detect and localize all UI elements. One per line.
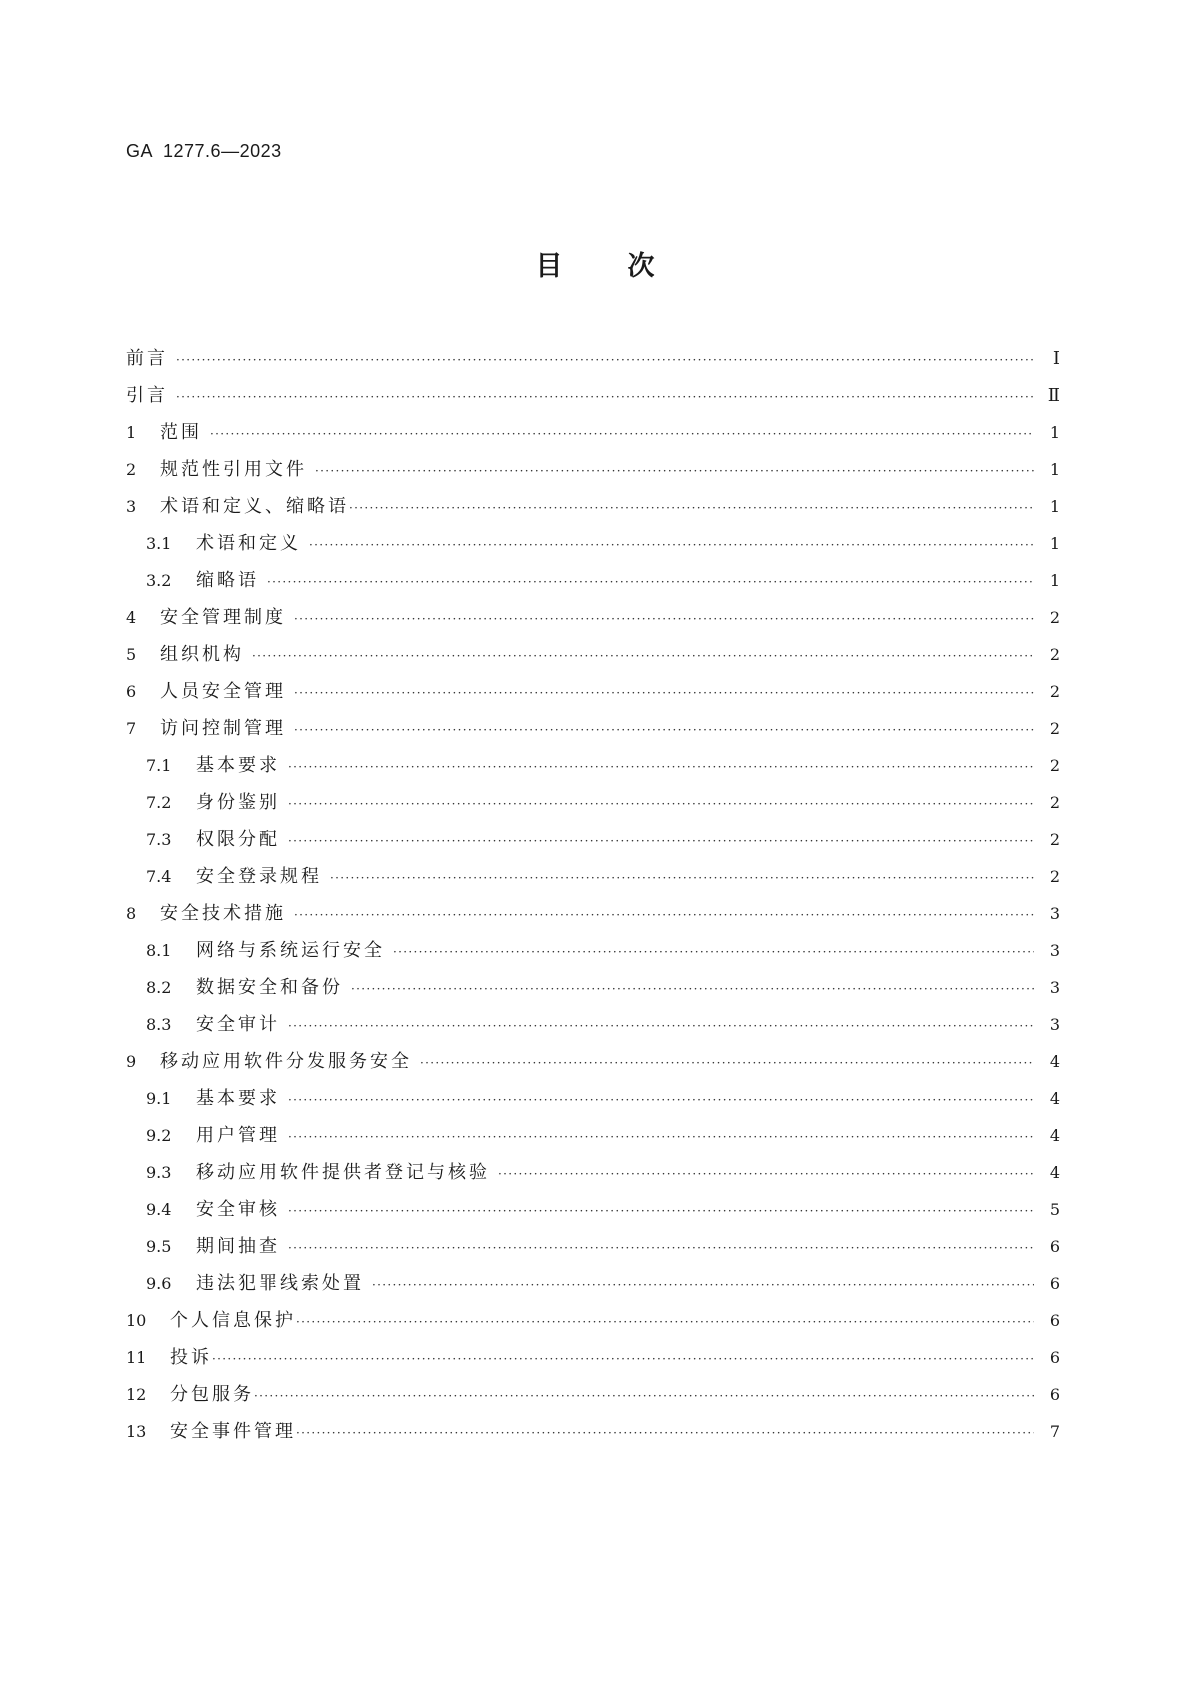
toc-dot-leader: [176, 379, 1034, 416]
toc-dot-leader: [254, 1378, 1034, 1415]
toc-entry-number: 4: [126, 608, 137, 627]
toc-entry[interactable]: [126, 562, 1060, 599]
toc-entry-page: 2: [1049, 719, 1060, 738]
toc-entry-number: 8.2: [146, 978, 172, 997]
toc-entry-page: 3: [1049, 941, 1060, 960]
toc-entry-title: 术语和定义、缩略语: [160, 496, 349, 517]
toc-entry[interactable]: [126, 784, 1060, 821]
toc-dot-leader: [288, 1008, 1034, 1045]
toc-dot-leader: [393, 934, 1034, 971]
standard-code: GA 1277.6—2023: [126, 141, 282, 161]
toc-entry-page: 3: [1049, 978, 1060, 997]
toc-entry-page: 1: [1049, 497, 1060, 516]
toc-entry-title: 网络与系统运行安全: [196, 940, 385, 961]
toc-dot-leader: [288, 1119, 1034, 1156]
toc-entry[interactable]: [126, 1191, 1060, 1228]
toc-entry-number: 9.4: [146, 1200, 172, 1219]
toc-dot-leader: [294, 675, 1034, 712]
toc-entry[interactable]: [126, 673, 1060, 710]
toc-dot-leader: [372, 1267, 1034, 1304]
toc-entry[interactable]: [126, 932, 1060, 969]
toc-entry-page: 4: [1049, 1126, 1060, 1145]
toc-entry[interactable]: [126, 1043, 1060, 1080]
toc-entry[interactable]: [126, 414, 1060, 451]
toc-entry-page: 2: [1049, 830, 1060, 849]
toc-entry-number: 9.3: [146, 1163, 172, 1182]
toc-entry[interactable]: [126, 747, 1060, 784]
toc-entry-title: 移动应用软件提供者登记与核验: [196, 1162, 490, 1183]
toc-entry-page: 4: [1049, 1052, 1060, 1071]
toc-entry-number: 9.1: [146, 1089, 172, 1108]
toc-entry-page: 3: [1049, 904, 1060, 923]
toc-entry-page: 1: [1049, 534, 1060, 553]
toc-entry[interactable]: [126, 710, 1060, 747]
toc-dot-leader: [288, 1230, 1034, 1267]
toc-entry[interactable]: [126, 1080, 1060, 1117]
toc-entry-number: 8.1: [146, 941, 172, 960]
toc-dot-leader: [294, 897, 1034, 934]
toc-dot-leader: [288, 823, 1034, 860]
toc-entry-page: 6: [1049, 1385, 1060, 1404]
toc-entry[interactable]: [126, 1265, 1060, 1302]
toc-entry-number: 11: [126, 1348, 147, 1367]
toc-dot-leader: [252, 638, 1034, 675]
toc-entry[interactable]: [126, 821, 1060, 858]
toc-entry-number: 1: [126, 423, 137, 442]
toc-dot-leader: [315, 453, 1034, 490]
toc-entry[interactable]: [126, 858, 1060, 895]
toc-entry-title: 基本要求: [196, 755, 280, 776]
toc-entry-title: 人员安全管理: [160, 681, 286, 702]
toc-entry-title: 个人信息保护: [170, 1310, 296, 1331]
toc-entry-number: 7.1: [146, 756, 172, 775]
toc-entry-title: 安全管理制度: [160, 607, 286, 628]
toc-entry-number: 9: [126, 1052, 137, 1071]
toc-entry-number: 3.1: [146, 534, 172, 553]
toc-dot-leader: [309, 527, 1034, 564]
toc-entry-title: 期间抽查: [196, 1236, 280, 1257]
toc-entry-number: 7.4: [146, 867, 172, 886]
toc-dot-leader: [267, 564, 1034, 601]
toc-entry-page: 1: [1049, 423, 1060, 442]
toc-entry-title: 组织机构: [160, 644, 244, 665]
toc-entry-title: 安全事件管理: [170, 1421, 296, 1442]
toc-entry-title: 投诉: [170, 1347, 212, 1368]
toc-entry[interactable]: [126, 1117, 1060, 1154]
toc-entry-title: 规范性引用文件: [160, 459, 307, 480]
toc-entry-number: 3: [126, 497, 137, 516]
toc-entry-number: 13: [126, 1422, 147, 1441]
toc-entry-title: 术语和定义: [196, 533, 301, 554]
toc-entry-number: 9.6: [146, 1274, 172, 1293]
toc-entry-title: 前言: [126, 348, 168, 369]
toc-entry-title: 安全技术措施: [160, 903, 286, 924]
toc-entry[interactable]: [126, 377, 1060, 414]
page-title-char-2: 次: [627, 251, 656, 282]
toc-dot-leader: [176, 342, 1034, 379]
toc-dot-leader: [296, 1304, 1034, 1341]
toc-entry-number: 9.5: [146, 1237, 172, 1256]
toc-entry[interactable]: [126, 1228, 1060, 1265]
table-of-contents: [126, 340, 1060, 1450]
toc-entry-title: 缩略语: [196, 570, 259, 591]
toc-entry-page: 1: [1049, 460, 1060, 479]
toc-entry-title: 用户管理: [196, 1125, 280, 1146]
toc-dot-leader: [349, 490, 1034, 527]
toc-dot-leader: [330, 860, 1034, 897]
toc-entry-title: 身份鉴别: [196, 792, 280, 813]
toc-entry-page: 3: [1049, 1015, 1060, 1034]
toc-dot-leader: [288, 786, 1034, 823]
toc-entry-page: 6: [1049, 1274, 1060, 1293]
toc-entry-title: 基本要求: [196, 1088, 280, 1109]
toc-entry-title: 引言: [126, 385, 168, 406]
toc-entry-page: Ⅰ: [1052, 348, 1060, 369]
toc-entry-page: 6: [1049, 1311, 1060, 1330]
toc-entry-page: 2: [1049, 867, 1060, 886]
toc-entry-page: 2: [1049, 756, 1060, 775]
page-title-char-1: 目: [535, 251, 564, 282]
toc-entry[interactable]: [126, 636, 1060, 673]
toc-entry[interactable]: [126, 1006, 1060, 1043]
toc-entry[interactable]: [126, 1302, 1060, 1339]
toc-entry-page: 2: [1049, 608, 1060, 627]
toc-entry-title: 安全审核: [196, 1199, 280, 1220]
toc-entry-number: 2: [126, 460, 137, 479]
toc-dot-leader: [420, 1045, 1034, 1082]
toc-entry[interactable]: [126, 969, 1060, 1006]
toc-entry-title: 移动应用软件分发服务安全: [160, 1051, 412, 1072]
toc-dot-leader: [288, 749, 1034, 786]
toc-entry-page: 6: [1049, 1348, 1060, 1367]
toc-entry-page: Ⅱ: [1047, 385, 1060, 406]
toc-entry[interactable]: [126, 599, 1060, 636]
toc-dot-leader: [288, 1193, 1034, 1230]
toc-entry-title: 安全审计: [196, 1014, 280, 1035]
toc-entry-page: 2: [1049, 793, 1060, 812]
toc-dot-leader: [294, 601, 1034, 638]
toc-entry-number: 10: [126, 1311, 147, 1330]
toc-dot-leader: [210, 416, 1034, 453]
toc-entry-title: 安全登录规程: [196, 866, 322, 887]
toc-dot-leader: [288, 1082, 1034, 1119]
toc-entry-number: 12: [126, 1385, 147, 1404]
toc-entry-title: 数据安全和备份: [196, 977, 343, 998]
toc-entry-page: 6: [1049, 1237, 1060, 1256]
toc-entry-number: 8.3: [146, 1015, 172, 1034]
toc-entry-number: 7: [126, 719, 137, 738]
toc-dot-leader: [296, 1415, 1034, 1452]
toc-entry-page: 4: [1049, 1089, 1060, 1108]
toc-entry-title: 权限分配: [196, 829, 280, 850]
toc-dot-leader: [212, 1341, 1034, 1378]
toc-entry[interactable]: [126, 1154, 1060, 1191]
toc-entry-page: 7: [1049, 1422, 1060, 1441]
toc-entry-number: 7.2: [146, 793, 172, 812]
toc-dot-leader: [498, 1156, 1034, 1193]
toc-entry-number: 5: [126, 645, 137, 664]
toc-entry-title: 范围: [160, 422, 202, 443]
toc-entry[interactable]: [126, 895, 1060, 932]
toc-entry[interactable]: [126, 1413, 1060, 1450]
toc-entry-number: 6: [126, 682, 137, 701]
toc-entry-number: 9.2: [146, 1126, 172, 1145]
toc-entry[interactable]: [126, 488, 1060, 525]
toc-entry-title: 访问控制管理: [160, 718, 286, 739]
toc-entry-page: 2: [1049, 645, 1060, 664]
toc-entry-number: 7.3: [146, 830, 172, 849]
toc-entry-title: 违法犯罪线索处置: [196, 1273, 364, 1294]
toc-entry[interactable]: [126, 525, 1060, 562]
page-title: [0, 244, 1191, 283]
toc-dot-leader: [351, 971, 1034, 1008]
toc-entry[interactable]: [126, 1339, 1060, 1376]
toc-entry[interactable]: [126, 451, 1060, 488]
toc-entry[interactable]: [126, 340, 1060, 377]
toc-entry-title: 分包服务: [170, 1384, 254, 1405]
toc-entry-page: 2: [1049, 682, 1060, 701]
toc-entry-page: 5: [1049, 1200, 1060, 1219]
toc-entry-number: 3.2: [146, 571, 172, 590]
toc-entry-number: 8: [126, 904, 137, 923]
toc-entry[interactable]: [126, 1376, 1060, 1413]
toc-dot-leader: [294, 712, 1034, 749]
toc-entry-page: 1: [1049, 571, 1060, 590]
toc-entry-page: 4: [1049, 1163, 1060, 1182]
